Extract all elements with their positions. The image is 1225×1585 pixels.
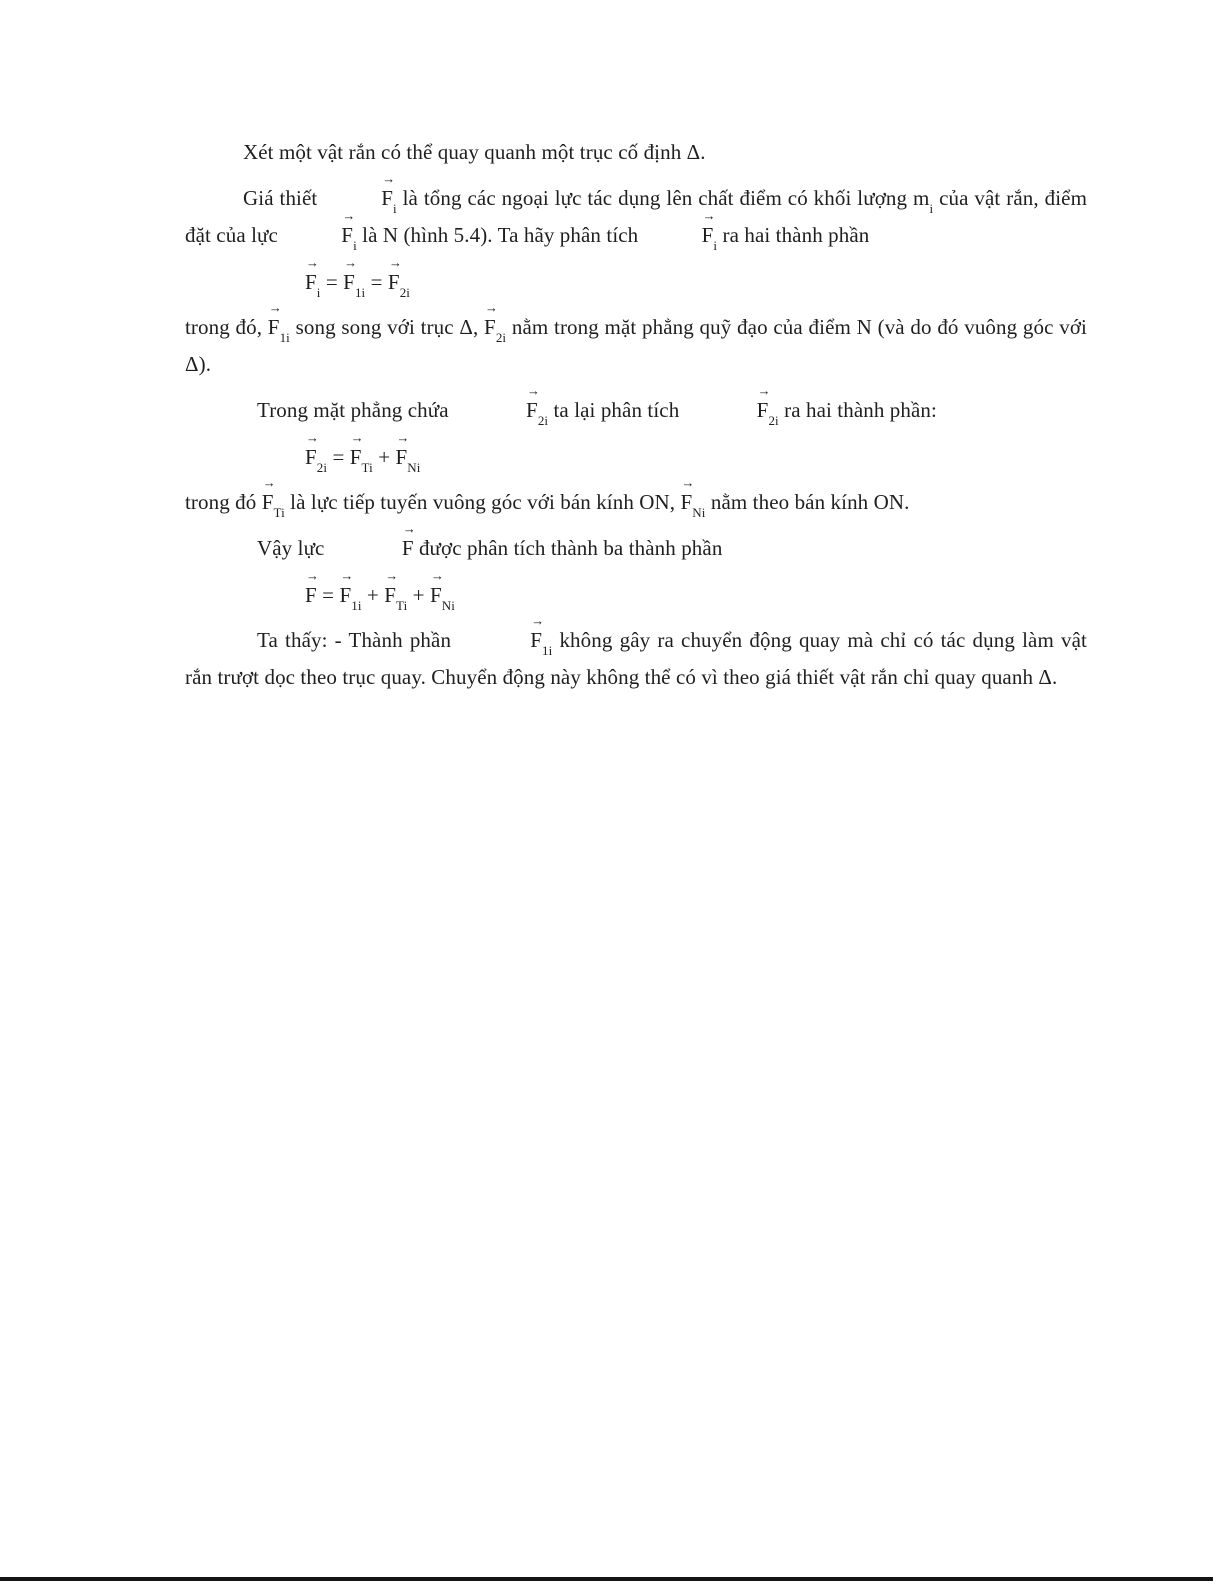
paragraph: Ta thấy: - Thành phần → $F_{1i}$ không gây ra chuyển động quay mà chỉ có tác dụng làm vật rắn trượt dọc theo trục quay. Chuyển động này không thể có vì theo giá thiết vật rắn chỉ quay quanh Δ. — [185, 622, 1087, 696]
bottom-rule — [0, 1577, 1213, 1581]
vector-symbol: → $F_{2i}$ — [454, 398, 548, 422]
paragraph: trong đó → $F_{Ti}$ là lực tiếp tuyến vuông góc với bán kính ON, → $F_{Ni}$ nằm theo bán kính ON. — [185, 484, 1087, 521]
vector-symbol: → $F_i$ — [644, 223, 718, 247]
paragraph: trong đó, → $F_{1i}$ song song với trục Δ, → $F_{2i}$ nằm trong mặt phẳng quỹ đạo của điểm N (và do đó vuông góc với Δ). — [185, 309, 1087, 383]
paragraph: Trong mặt phẳng chứa → $F_{2i}$ ta lại phân tích → $F_{2i}$ ra hai thành phần: — [185, 392, 1087, 429]
vector-symbol: → $F_{Ni}$ — [681, 490, 706, 514]
vector-symbol: → $F_{Ni}$ — [430, 583, 455, 607]
paragraph: Vậy lực → F được phân tích thành ba thành phần — [185, 530, 1087, 567]
vector-symbol: → $F_i$ — [323, 186, 397, 210]
vector-symbol: → $F_{Ti}$ — [262, 490, 285, 514]
vector-symbol: → $F_i$ — [305, 270, 321, 294]
vector-symbol: → F — [330, 536, 414, 560]
vector-symbol: → $F_{2i}$ — [305, 445, 327, 469]
vector-symbol: → $F_{1i}$ — [339, 583, 361, 607]
vector-symbol: → F — [305, 583, 317, 607]
vector-symbol: → $F_i$ — [283, 223, 357, 247]
document-content — [185, 134, 1087, 705]
vector-symbol: → $F_{Ni}$ — [396, 445, 421, 469]
vector-symbol: → $F_{1i}$ — [343, 270, 365, 294]
paragraph: Giá thiết → $F_i$ là tổng các ngoại lực tác dụng lên chất điểm có khối lượng $m_i$ của vật rắn, điểm đặt của lực → $F_i$ là N (hình 5.4). Ta hãy phân tích → $F_i$ ra hai thành phần — [185, 180, 1087, 254]
paragraph: Xét một vật rắn có thể quay quanh một trục cố định Δ. — [243, 140, 706, 164]
vector-symbol: → $F_{2i}$ — [388, 270, 410, 294]
vector-symbol: → $F_{2i}$ — [484, 315, 506, 339]
vector-symbol: → $F_{Ti}$ — [384, 583, 407, 607]
vector-symbol: → $F_{1i}$ — [458, 628, 552, 652]
vector-symbol: → $F_{2i}$ — [685, 398, 779, 422]
subscripted-symbol: $m_i$ — [913, 186, 934, 216]
formula: → $F_{2i}$ = → $F_{Ti}$ + → $F_{Ni}$ — [185, 439, 1087, 476]
formula: → $F_i$ = → $F_{1i}$ = → $F_{2i}$ — [185, 264, 1087, 301]
formula: → F = → $F_{1i}$ + → $F_{Ti}$ + → $F_{Ni}$ — [185, 577, 1087, 614]
vector-symbol: → $F_{1i}$ — [268, 315, 290, 339]
vector-symbol: → $F_{Ti}$ — [350, 445, 373, 469]
